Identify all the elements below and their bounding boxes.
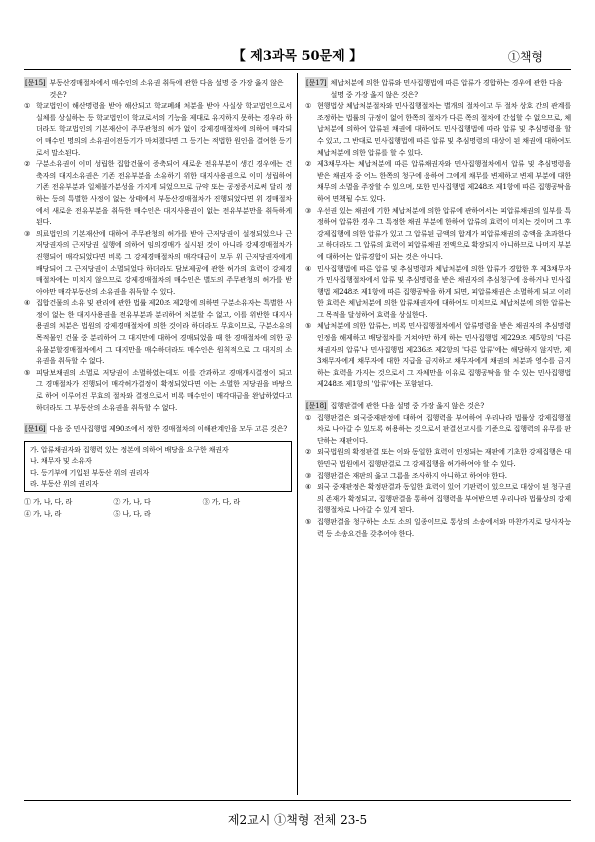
option-text: 체납처분에 의한 압류는, 비록 민사집행절차에서 압류명령을 받은 채권자의 추심명령 인정을 해제하고 배당절차를 거쳐야만 하게 하는 민사집행법 제229조 제5항의 '다른 채권자의 압류'나 민사집행법 제236조 제2항의 '다른 압류'에는 해당하지 않지만, 제3채무자에게 채무자에 대한 지급을 금지하고 채무자에게 채권의 처분과 영수를 금지하는 효력을 가지는 것으로서 그 자체만을 이유로 집행공탁을 할 수 있는 민사집행법 제248조 제1항의 '압류'에는 포함된다.: [317, 321, 571, 389]
answer-option: [305, 446, 571, 469]
statement-item: 다. 등기부에 기입된 부동산 위의 권리자: [30, 467, 150, 477]
answer-option: [305, 263, 571, 321]
option-text: 우선권 있는 채권에 기한 체납처분에 의한 압류에 관하여서는 피압류채권의 일부를 특정하여 압류한 경우 그 특정한 채권 부분에 한하여 압류의 효력이 미치는 것이며 그 후 강제집행에 의한 압류가 있고 그 압류된 금액의 합계가 피압류채권의 총액을 초과한다고 하더라도 그 압류의 효력이 피압류채권 전액으로 확장되지 아니하므로 나머지 부분에 대하여는 압류경합이 되는 것은 아니다.: [317, 205, 571, 261]
option-number: ④: [305, 482, 312, 492]
right-column: [305, 77, 571, 539]
answer-option: [24, 297, 292, 367]
section-title: 【 제3과목 50문제 】: [232, 49, 363, 64]
answer-option: [24, 100, 292, 158]
option-text: 피담보채권의 소멸로 저당권이 소멸하였는데도 이를 간과하고 경매개시결정이 되고 그 경매절차가 진행되어 매각허가결정이 확정되었다면 이는 소멸한 저당권을 바탕으로 하여 이루어진 무효의 절차와 결정으로서 비록 매수인이 매각대금을 완납하였다고 하더라도 그 부동산의 소유권을 취득할 수 없다.: [36, 367, 292, 412]
choice-grid: [24, 496, 292, 519]
booklet-type: ①책형: [507, 50, 543, 64]
choice: ③ 가, 다, 라: [202, 497, 240, 507]
question-number: [문15]: [25, 78, 46, 87]
option-number: ⑤: [305, 516, 312, 526]
answer-option: [305, 100, 571, 158]
question-17: [305, 77, 571, 390]
option-number: ⑤: [305, 321, 312, 331]
footer-rule: [24, 800, 571, 801]
option-number: ③: [305, 205, 312, 215]
answer-option: [24, 367, 292, 413]
choice: ⑤ 나, 다, 라: [113, 509, 151, 519]
option-number: ③: [24, 228, 31, 238]
option-text: 집행판결을 청구하는 소도 소의 일종이므로 통상의 소송에서와 마찬가지로 당사자능력 등 소송요건을 갖추어야 한다.: [317, 516, 571, 538]
option-text: 외국 중재판정은 확정판결과 동일한 효력이 있어 기판력이 있으므로 대상이 된 청구권의 존재가 확정되고, 집행판결을 통하여 집행력을 부여받으면 우리나라 법률상의 강제집행절차로 나아갈 수 있게 된다.: [317, 482, 571, 515]
page-footer: 제2교시 ①책형 전체 23-5: [227, 813, 368, 827]
option-number: ①: [24, 101, 31, 111]
question-number: [문16]: [25, 424, 46, 434]
option-number: ④: [24, 298, 31, 308]
option-number: ①: [305, 412, 312, 422]
answer-option: [24, 158, 292, 228]
answer-option: [305, 470, 571, 482]
statement-item: 가. 압류채권자와 집행력 있는 정본에 의하여 배당을 요구한 채권자: [30, 444, 229, 454]
option-number: ②: [305, 447, 312, 457]
question-number: [문18]: [306, 401, 327, 411]
option-number: ②: [305, 159, 312, 169]
option-number: ③: [305, 470, 312, 480]
answer-option: [305, 516, 571, 539]
answer-option: [305, 481, 571, 516]
question-stem: 부동산경매절차에서 매수인의 소유권 취득에 관한 다음 설명 중 가장 옳지 않은 것은?: [49, 78, 284, 99]
answer-option: [24, 228, 292, 298]
option-text: 구분소유권이 이미 성립한 집합건물이 증축되어 새로운 전유부분이 생긴 경우에는 건축자의 대지소유권은 기존 전유부분을 소유하기 위한 대지사용권으로 이미 성립하여 기존 전유부분과 일체불가분성을 가지게 되었으므로 규약 또는 공정증서로써 달리 정하는 등의 특별한 사정이 없는 상태에서 부동산경매절차가 진행되었다면 위 경매절차에서 새로운 전유부분을 취득한 매수인은 대지사용권이 없는 전유부분만을 취득하게 된다.: [36, 159, 292, 227]
statement-item: 라. 부동산 위의 권리자: [30, 479, 99, 489]
choice: ④ 가, 나, 라: [24, 509, 62, 519]
option-text: 외국법원의 확정판결 또는 이와 동일한 효력이 인정되는 재판에 기초한 강제집행은 대한민국 법원에서 집행판결로 그 강제집행을 허가하여야 할 수 있다.: [317, 447, 571, 468]
option-number: ②: [24, 159, 31, 169]
question-stem: 다음 중 민사집행법 제90조에서 정한 경매절차의 이해관계인을 모두 고른 것은?: [49, 424, 288, 434]
answer-option: [305, 158, 571, 204]
question-15: [24, 77, 292, 413]
left-column: [24, 77, 292, 520]
question-18: [305, 400, 571, 539]
option-text: 집행판결은 재판의 옳고 그름을 조사하지 아니하고 하여야 한다.: [317, 470, 507, 480]
option-number: ④: [305, 263, 312, 273]
option-text: 집행판결은 외국중재판정에 대하여 집행력을 부여하여 우리나라 법률상 강제집행절차로 나아갈 수 있도록 허용하는 것으로서 판결선고시를 기준으로 집행력의 유무를 판단하는 재판이다.: [317, 412, 571, 445]
option-text: 현행법상 체납처분절차와 민사집행절차는 별개의 절차이고 두 절차 상호 간의 관계를 조정하는 법률의 규정이 없어 한쪽의 절차가 다른 쪽의 절차에 간섭할 수 없으므로, 체납처분에 의하여 압류된 채권에 대하여도 민사집행법에 따라 압류 및 추심명령을 할 수 있고, 그 반대로 민사집행법에 따른 압류 및 추심명령의 대상이 된 채권에 대하여도 체납처분에 의한 압류를 할 수 있다.: [317, 101, 571, 157]
choice: ① 가, 나, 다, 라: [24, 497, 73, 507]
question-16: [24, 423, 292, 519]
question-stem: 체납처분에 의한 압류와 민사집행법에 따른 압류가 경합하는 경우에 관한 다음 설명 중 가장 옳지 않은 것은?: [330, 78, 563, 99]
page-header: [0, 48, 595, 66]
option-text: 민사집행법에 따른 압류 및 추심명령과 체납처분에 의한 압류가 경합한 후 제3채무자가 민사집행절차에서 압류 및 추심명령을 받은 채권자의 추심청구에 응하거나 민사집행법 제248조 제1항에 따른 집행공탁을 하게 되면, 피압류채권은 소멸하게 되고 이러한 효력은 체납처분에 의한 압류채권자에 대하여도 미치므로 체납처분에 의한 압류는 그 목적을 달성하여 효력을 상실한다.: [317, 263, 571, 319]
option-text: 의료법인의 기본재산에 대하여 주무관청의 허가를 받아 근저당권이 설정되었으나 근저당권자의 근저당권 실행에 의하여 임의경매가 실시된 것이 아니라 강제경매절차가 진행되어 매각되었다면 비록 그 강제경매절차의 매각대금이 모두 위 근저당권자에게 배당되어 그 근저당권이 소멸되었다 하더라도 담보제공에 관한 허가의 효력이 강제경매절차에는 미치지 않으므로 강제경매절차의 매수인은 별도의 주무관청의 허가를 받아야만 매각부동산의 소유권을 취득할 수 있다.: [36, 228, 292, 296]
option-number: ⑤: [24, 367, 31, 377]
choice: ② 가, 나, 다: [113, 497, 151, 507]
question-header: [305, 400, 571, 412]
answer-option: [305, 412, 571, 447]
statement-item: 나. 채무자 및 소유자: [30, 456, 92, 466]
question-header: [24, 423, 292, 435]
option-number: ①: [305, 101, 312, 111]
option-text: 제3채무자는 체납처분에 따른 압류채권자와 민사집행절차에서 압류 및 추심명령을 받은 채권자 중 어느 한쪽의 청구에 응하여 그에게 채무를 변제하고 변제 부분에 대한 채무의 소멸을 주장할 수 있으며, 또한 민사집행법 제248조 제1항에 따른 집행공탁을 하여 면책될 수도 있다.: [317, 159, 571, 203]
question-header: [305, 77, 571, 100]
question-number: [문17]: [306, 78, 327, 87]
answer-option: [305, 205, 571, 263]
answer-option: [305, 320, 571, 390]
column-divider: [297, 73, 298, 795]
question-stem: 집행판결에 관한 다음 설명 중 가장 옳지 않은 것은?: [330, 401, 485, 411]
question-header: [24, 77, 292, 100]
header-rule: [24, 69, 571, 70]
option-text: 집합건물의 소유 및 관리에 관한 법률 제20조 제2항에 의하면 구분소유자는 특별한 사정이 없는 한 대지사용권을 전유부분과 분리하여 처분할 수 없고, 이를 위반한 대지사용권의 처분은 법원의 강제경매절차에 의한 것이라 하더라도 무효이므로, 구분소유의 목적물인 건물 중 분리하여 그 대지만에 대하여 경매되었을 때 한 경매절차에 의한 공유물분할경매절차에서 그 대지만을 매수하더라도 매수인은 원칙적으로 그 대지의 소유권을 취득할 수 없다.: [36, 298, 292, 366]
option-text: 학교법인이 해산명령을 받아 해산되고 학교폐쇄 처분을 받아 사실상 학교법인으로서 실체를 상실하는 등 학교법인이 학교로서의 기능을 제대로 유지하지 못하는 경우라 하더라도 학교법인의 기본재산이 주무관청의 허가 없이 강제경매절차에 의하여 매각되어 매수인 명의의 소유권이전등기가 마쳐졌다면 그 등기는 적법한 원인을 결여한 등기로서 말소된다.: [36, 101, 292, 157]
statement-box: [24, 441, 292, 493]
